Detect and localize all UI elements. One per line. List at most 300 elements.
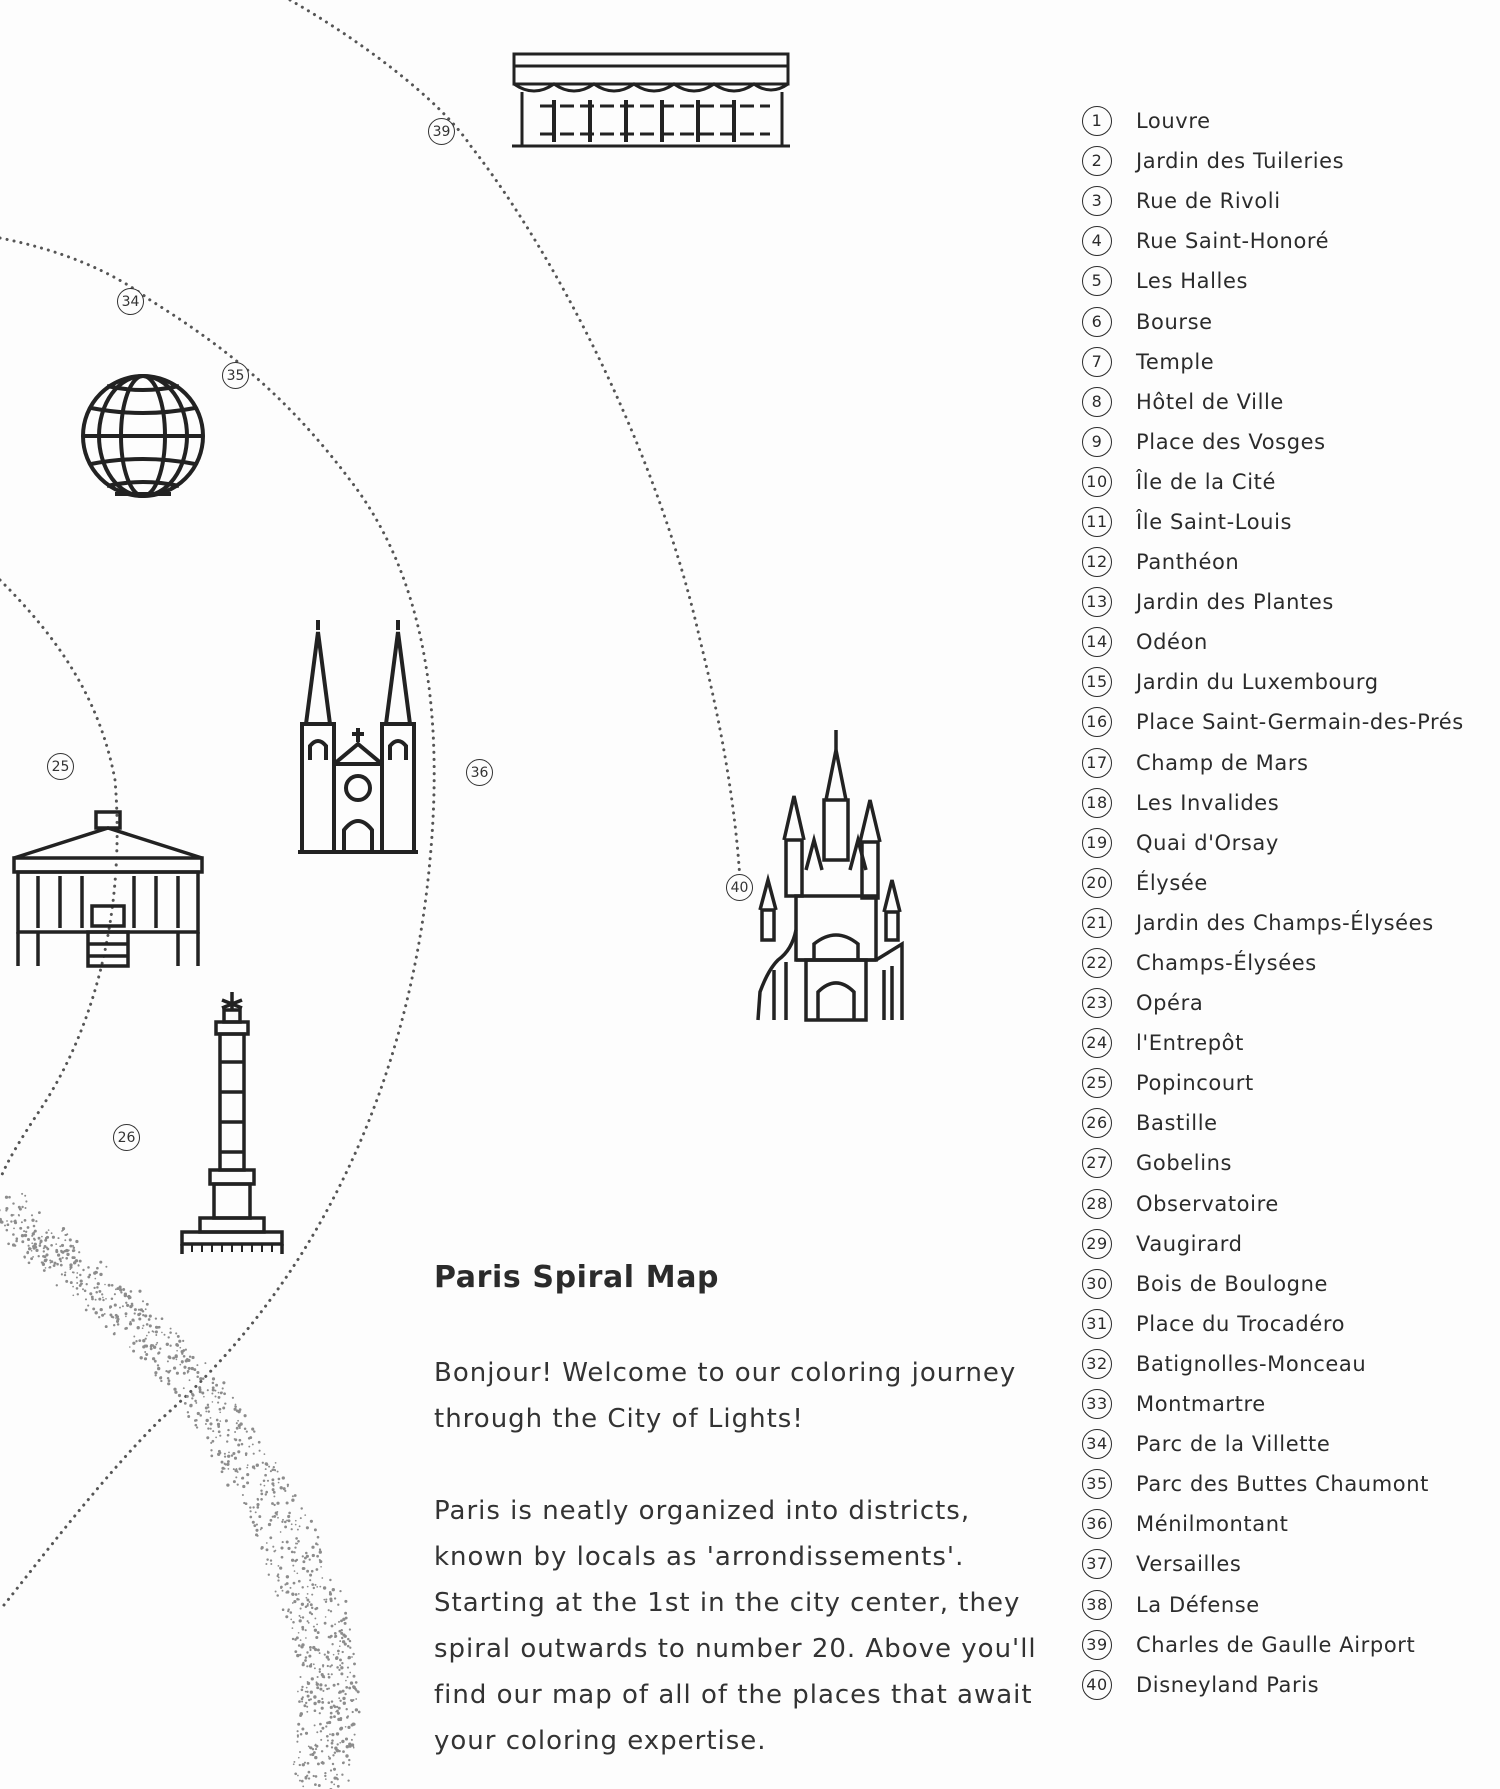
river-stipple-dot — [224, 1455, 226, 1457]
legend-item-34[interactable] — [1082, 1424, 1464, 1464]
river-stipple-dot — [217, 1402, 219, 1404]
river-stipple-dot — [194, 1400, 197, 1403]
river-stipple-dot — [152, 1357, 155, 1360]
legend-item-33[interactable] — [1082, 1384, 1464, 1424]
river-stipple-dot — [299, 1751, 301, 1753]
river-stipple-dot — [142, 1339, 145, 1342]
map-marker-35[interactable]: 35 — [222, 362, 249, 389]
river-stipple-dot — [306, 1691, 308, 1693]
river-stipple-dot — [306, 1555, 309, 1558]
july-column-icon[interactable] — [180, 992, 284, 1254]
river-stipple-dot — [339, 1690, 342, 1693]
river-stipple-dot — [338, 1669, 340, 1671]
legend-item-36[interactable] — [1082, 1504, 1464, 1544]
river-stipple-dot — [295, 1593, 298, 1596]
river-stipple-dot — [314, 1629, 317, 1632]
river-stipple-dot — [328, 1609, 330, 1611]
legend-item-16[interactable] — [1082, 702, 1464, 742]
map-marker-39[interactable]: 39 — [428, 118, 455, 145]
legend-item-27[interactable] — [1082, 1143, 1464, 1183]
legend-label: Hôtel de Ville — [1136, 389, 1284, 414]
river-stipple-dot — [315, 1584, 317, 1586]
river-stipple-dot — [342, 1690, 345, 1693]
river-stipple-dot — [64, 1239, 66, 1241]
river-stipple-dot — [272, 1546, 274, 1548]
legend-number-badge: 15 — [1082, 667, 1112, 697]
map-marker-36[interactable]: 36 — [466, 759, 493, 786]
river-stipple-dot — [155, 1317, 157, 1319]
river-stipple-dot — [302, 1696, 304, 1698]
legend-number-badge: 21 — [1082, 908, 1112, 938]
river-stipple-dot — [278, 1482, 280, 1484]
legend-number-badge: 3 — [1082, 186, 1112, 216]
legend-item-11[interactable] — [1082, 502, 1464, 542]
river-stipple-dot — [85, 1309, 88, 1312]
river-stipple-dot — [310, 1691, 313, 1694]
legend-number-badge: 8 — [1082, 387, 1112, 417]
legend-number-badge: 24 — [1082, 1028, 1112, 1058]
river-stipple-dot — [291, 1559, 294, 1562]
river-stipple-dot — [308, 1699, 310, 1701]
river-stipple-dot — [25, 1231, 27, 1233]
river-stipple-dot — [65, 1257, 68, 1260]
river-stipple-dot — [346, 1708, 348, 1710]
river-stipple-dot — [233, 1480, 236, 1483]
river-stipple-dot — [296, 1543, 298, 1545]
river-stipple-dot — [142, 1327, 144, 1329]
river-stipple-dot — [298, 1593, 300, 1595]
river-stipple-dot — [331, 1746, 333, 1748]
legend-item-14[interactable] — [1082, 622, 1464, 662]
river-stipple-dot — [232, 1397, 234, 1399]
river-stipple-dot — [76, 1272, 78, 1274]
legend-item-1[interactable] — [1082, 101, 1464, 141]
river-stipple-dot — [330, 1712, 333, 1715]
river-stipple-dot — [350, 1681, 353, 1684]
river-stipple-dot — [347, 1726, 350, 1729]
river-stipple-dot — [300, 1639, 302, 1641]
legend-item-9[interactable] — [1082, 422, 1464, 462]
legend-item-12[interactable] — [1082, 542, 1464, 582]
river-stipple-dot — [306, 1599, 309, 1602]
legend-item-6[interactable] — [1082, 301, 1464, 341]
river-stipple-dot — [22, 1234, 24, 1236]
river-stipple-dot — [109, 1305, 112, 1308]
river-stipple-dot — [56, 1284, 58, 1286]
river-stipple-dot — [64, 1274, 66, 1276]
river-stipple-dot — [192, 1394, 195, 1397]
river-stipple-dot — [86, 1283, 88, 1285]
river-stipple-dot — [328, 1756, 330, 1758]
river-stipple-dot — [28, 1245, 30, 1247]
river-stipple-dot — [226, 1463, 229, 1466]
river-stipple-dot — [282, 1608, 285, 1611]
river-stipple-dot — [234, 1405, 236, 1407]
river-stipple-dot — [270, 1563, 272, 1565]
river-stipple-dot — [148, 1318, 151, 1321]
legend-number-badge: 37 — [1082, 1549, 1112, 1579]
river-stipple-dot — [153, 1346, 156, 1349]
river-stipple-dot — [293, 1761, 295, 1763]
river-stipple-dot — [60, 1260, 62, 1262]
river-stipple-dot — [160, 1376, 162, 1378]
river-stipple-dot — [25, 1200, 27, 1202]
river-stipple-dot — [349, 1640, 351, 1642]
legend-item-40[interactable] — [1082, 1665, 1464, 1705]
river-stipple-dot — [206, 1436, 209, 1439]
river-stipple-dot — [264, 1474, 267, 1477]
river-stipple-dot — [297, 1691, 299, 1693]
river-stipple-dot — [337, 1604, 339, 1606]
airport-terminal-icon[interactable] — [510, 52, 792, 148]
river-stipple-dot — [235, 1476, 237, 1478]
river-stipple-dot — [64, 1234, 66, 1236]
river-stipple-dot — [210, 1417, 212, 1419]
river-stipple-dot — [339, 1645, 341, 1647]
river-stipple-dot — [322, 1690, 324, 1692]
river-stipple-dot — [212, 1388, 215, 1391]
river-stipple-dot — [296, 1572, 298, 1574]
legend-item-2[interactable] — [1082, 141, 1464, 181]
legend-item-5[interactable] — [1082, 261, 1464, 301]
river-stipple-dot — [129, 1346, 131, 1348]
legend-item-19[interactable] — [1082, 823, 1464, 863]
river-stipple-dot — [297, 1775, 299, 1777]
river-stipple-dot — [75, 1240, 78, 1243]
river-stipple-dot — [54, 1262, 57, 1265]
river-stipple-dot — [232, 1452, 235, 1455]
river-stipple-dot — [341, 1637, 343, 1639]
river-stipple-dot — [24, 1256, 26, 1258]
river-stipple-dot — [236, 1468, 238, 1470]
river-stipple-dot — [167, 1360, 169, 1362]
river-stipple-dot — [119, 1286, 122, 1289]
legend-label: Odéon — [1136, 630, 1208, 655]
legend-list — [1082, 101, 1464, 1705]
legend-item-3[interactable] — [1082, 181, 1464, 221]
river-stipple-dot — [35, 1220, 37, 1222]
legend-number-badge: 35 — [1082, 1469, 1112, 1499]
river-stipple-dot — [154, 1371, 157, 1374]
river-stipple-dot — [284, 1525, 287, 1528]
river-stipple-dot — [331, 1742, 334, 1745]
river-stipple-dot — [235, 1404, 237, 1406]
river-stipple-dot — [7, 1242, 10, 1245]
church-spires-icon[interactable] — [298, 620, 428, 856]
legend-item-25[interactable] — [1082, 1063, 1464, 1103]
legend-item-7[interactable] — [1082, 342, 1464, 382]
river-stipple-dot — [6, 1229, 9, 1232]
legend-number-badge: 22 — [1082, 948, 1112, 978]
river-stipple-dot — [342, 1634, 345, 1637]
river-stipple-dot — [140, 1356, 143, 1359]
river-stipple-dot — [300, 1645, 303, 1648]
legend-label: Les Halles — [1136, 269, 1249, 294]
river-stipple-dot — [210, 1455, 213, 1458]
river-stipple-dot — [321, 1750, 323, 1752]
river-stipple-dot — [309, 1664, 312, 1667]
river-stipple-dot — [332, 1763, 334, 1765]
river-stipple-dot — [133, 1336, 135, 1338]
legend-item-22[interactable] — [1082, 943, 1464, 983]
river-stipple-dot — [271, 1478, 274, 1481]
river-stipple-dot — [251, 1428, 254, 1431]
river-stipple-dot — [194, 1424, 196, 1426]
river-stipple-dot — [59, 1258, 62, 1261]
map-marker-26[interactable]: 26 — [113, 1124, 140, 1151]
river-stipple-dot — [296, 1559, 298, 1561]
legend-label: Champ de Mars — [1136, 750, 1309, 775]
river-stipple-dot — [304, 1659, 307, 1662]
river-stipple-dot — [252, 1443, 254, 1445]
river-stipple-dot — [57, 1253, 60, 1256]
legend-item-18[interactable] — [1082, 783, 1464, 823]
river-stipple-dot — [305, 1637, 307, 1639]
river-stipple-dot — [330, 1706, 333, 1709]
river-stipple-dot — [65, 1280, 68, 1283]
river-stipple-dot — [281, 1556, 284, 1559]
river-stipple-dot — [241, 1477, 244, 1480]
river-stipple-dot — [113, 1324, 115, 1326]
river-stipple-dot — [355, 1708, 358, 1711]
river-stipple-dot — [40, 1240, 43, 1243]
river-stipple-dot — [342, 1762, 345, 1765]
map-marker-25[interactable]: 25 — [47, 753, 74, 780]
river-stipple-dot — [30, 1248, 32, 1250]
river-stipple-dot — [21, 1206, 23, 1208]
river-stipple-dot — [309, 1646, 312, 1649]
legend-item-24[interactable] — [1082, 1023, 1464, 1063]
river-stipple-dot — [345, 1754, 348, 1757]
river-stipple-dot — [178, 1340, 181, 1343]
legend-label: Place des Vosges — [1136, 429, 1326, 454]
river-stipple-dot — [34, 1230, 37, 1233]
river-stipple-dot — [268, 1523, 271, 1526]
river-stipple-dot — [314, 1617, 316, 1619]
river-stipple-dot — [349, 1672, 351, 1674]
river-stipple-dot — [320, 1566, 322, 1568]
river-stipple-dot — [336, 1666, 339, 1669]
river-stipple-dot — [149, 1324, 152, 1327]
river-stipple-dot — [207, 1404, 209, 1406]
river-stipple-dot — [64, 1271, 66, 1273]
river-stipple-dot — [53, 1264, 56, 1267]
river-stipple-dot — [256, 1464, 259, 1467]
disney-castle-icon[interactable] — [748, 730, 912, 1020]
river-stipple-dot — [339, 1700, 341, 1702]
river-stipple-dot — [348, 1656, 351, 1659]
river-stipple-dot — [341, 1662, 343, 1664]
legend-item-37[interactable] — [1082, 1544, 1464, 1584]
river-stipple-dot — [319, 1560, 322, 1563]
river-stipple-dot — [179, 1364, 181, 1366]
river-stipple-dot — [263, 1480, 266, 1483]
river-stipple-dot — [319, 1683, 322, 1686]
river-stipple-dot — [217, 1453, 220, 1456]
river-stipple-dot — [330, 1599, 333, 1602]
river-stipple-dot — [297, 1723, 300, 1726]
legend-item-32[interactable] — [1082, 1344, 1464, 1384]
river-stipple-dot — [315, 1542, 317, 1544]
river-stipple-dot — [149, 1315, 152, 1318]
river-stipple-dot — [196, 1371, 199, 1374]
legend-item-38[interactable] — [1082, 1584, 1464, 1624]
river-stipple-dot — [150, 1347, 153, 1350]
river-stipple-dot — [338, 1653, 340, 1655]
river-stipple-dot — [320, 1739, 322, 1741]
river-stipple-dot — [33, 1247, 36, 1250]
river-stipple-dot — [328, 1721, 331, 1724]
intro-paragraph-2: Paris is neatly organized into districts, known by locals as 'arrondissements'. Starting at the 1st in the city center, they spiral outwards to number 20. Above you'll find our map of all of the places that await your coloring expertise. — [434, 1496, 1037, 1756]
river-stipple-dot — [21, 1193, 23, 1195]
river-stipple-dot — [276, 1502, 279, 1505]
river-stipple-dot — [322, 1762, 325, 1765]
river-stipple-dot — [290, 1619, 292, 1621]
circus-building-icon[interactable] — [8, 810, 208, 966]
legend-item-13[interactable] — [1082, 582, 1464, 622]
river-stipple-dot — [292, 1565, 294, 1567]
river-stipple-dot — [5, 1196, 8, 1199]
river-stipple-dot — [299, 1525, 301, 1527]
river-stipple-dot — [291, 1551, 294, 1554]
river-stipple-dot — [87, 1305, 89, 1307]
river-stipple-dot — [334, 1705, 337, 1708]
legend-item-31[interactable] — [1082, 1304, 1464, 1344]
river-stipple-dot — [183, 1355, 186, 1358]
legend-label: Place du Trocadéro — [1136, 1311, 1346, 1336]
river-stipple-dot — [307, 1681, 309, 1683]
legend-item-4[interactable] — [1082, 221, 1464, 261]
river-stipple-dot — [285, 1615, 288, 1618]
river-stipple-dot — [134, 1312, 136, 1314]
river-stipple-dot — [196, 1426, 198, 1428]
river-stipple-dot — [344, 1600, 347, 1603]
river-stipple-dot — [187, 1370, 190, 1373]
river-stipple-dot — [32, 1256, 34, 1258]
river-stipple-dot — [348, 1759, 350, 1761]
river-stipple-dot — [32, 1232, 35, 1235]
river-stipple-dot — [38, 1255, 40, 1257]
river-stipple-dot — [244, 1414, 247, 1417]
river-stipple-dot — [43, 1250, 45, 1252]
river-stipple-dot — [210, 1449, 212, 1451]
legend-item-21[interactable] — [1082, 903, 1464, 943]
river-stipple-dot — [264, 1485, 266, 1487]
river-stipple-dot — [351, 1739, 353, 1741]
legend-item-26[interactable] — [1082, 1103, 1464, 1143]
geode-sphere-icon[interactable] — [75, 372, 211, 500]
river-stipple-dot — [50, 1262, 52, 1264]
river-stipple-dot — [334, 1597, 336, 1599]
river-stipple-dot — [166, 1343, 169, 1346]
river-stipple-dot — [195, 1402, 197, 1404]
river-stipple-dot — [60, 1264, 63, 1267]
river-stipple-dot — [326, 1688, 328, 1690]
legend-label: Opéra — [1136, 991, 1204, 1016]
river-stipple-dot — [140, 1308, 143, 1311]
river-stipple-dot — [50, 1244, 53, 1247]
river-stipple-dot — [327, 1673, 329, 1675]
legend-item-10[interactable] — [1082, 462, 1464, 502]
river-stipple-dot — [264, 1453, 266, 1455]
legend-item-39[interactable] — [1082, 1625, 1464, 1665]
river-stipple-dot — [215, 1396, 217, 1398]
legend-item-17[interactable] — [1082, 743, 1464, 783]
legend-item-29[interactable] — [1082, 1224, 1464, 1264]
river-stipple-dot — [347, 1779, 349, 1781]
map-marker-34[interactable]: 34 — [117, 288, 144, 315]
river-stipple-dot — [167, 1382, 170, 1385]
river-stipple-dot — [274, 1469, 276, 1471]
legend-item-23[interactable] — [1082, 983, 1464, 1023]
river-stipple-dot — [219, 1408, 222, 1411]
river-stipple-dot — [345, 1680, 347, 1682]
river-stipple-dot — [175, 1354, 178, 1357]
river-stipple-dot — [305, 1691, 307, 1693]
river-stipple-dot — [92, 1307, 95, 1310]
river-stipple-dot — [224, 1463, 226, 1465]
river-stipple-dot — [102, 1297, 104, 1299]
river-stipple-dot — [212, 1382, 215, 1385]
legend-label: Élysée — [1136, 870, 1208, 895]
river-stipple-dot — [215, 1384, 218, 1387]
river-stipple-dot — [266, 1463, 269, 1466]
legend-item-35[interactable] — [1082, 1464, 1464, 1504]
river-stipple-dot — [292, 1627, 294, 1629]
legend-item-28[interactable] — [1082, 1184, 1464, 1224]
river-stipple-dot — [353, 1675, 356, 1678]
river-stipple-dot — [12, 1243, 15, 1246]
legend-label: Ménilmontant — [1136, 1512, 1289, 1537]
river-stipple-dot — [347, 1638, 350, 1641]
legend-item-30[interactable] — [1082, 1264, 1464, 1304]
river-stipple-dot — [210, 1428, 212, 1430]
river-stipple-dot — [347, 1676, 349, 1678]
river-stipple-dot — [314, 1667, 316, 1669]
legend-number-badge: 11 — [1082, 507, 1112, 537]
legend-item-15[interactable] — [1082, 662, 1464, 702]
river-stipple-dot — [349, 1647, 351, 1649]
legend-item-20[interactable] — [1082, 863, 1464, 903]
river-stipple-dot — [314, 1756, 317, 1759]
river-stipple-dot — [324, 1654, 326, 1656]
legend-label: La Défense — [1136, 1592, 1260, 1617]
river-stipple-dot — [291, 1528, 293, 1530]
river-stipple-dot — [340, 1672, 343, 1675]
river-stipple-dot — [316, 1586, 318, 1588]
map-marker-40[interactable]: 40 — [726, 874, 753, 901]
river-stipple-dot — [273, 1495, 275, 1497]
legend-item-8[interactable] — [1082, 382, 1464, 422]
river-stipple-dot — [104, 1313, 106, 1315]
river-stipple-dot — [328, 1757, 331, 1760]
river-stipple-dot — [280, 1531, 282, 1533]
river-stipple-dot — [319, 1712, 321, 1714]
legend-number-badge: 16 — [1082, 707, 1112, 737]
river-stipple-dot — [125, 1316, 127, 1318]
river-stipple-dot — [296, 1598, 299, 1601]
river-stipple-dot — [332, 1754, 334, 1756]
river-stipple-dot — [161, 1317, 164, 1320]
river-stipple-dot — [302, 1763, 305, 1766]
river-stipple-dot — [101, 1293, 103, 1295]
river-stipple-dot — [311, 1594, 313, 1596]
river-stipple-dot — [292, 1495, 294, 1497]
river-stipple-dot — [306, 1711, 308, 1713]
river-stipple-dot — [159, 1348, 161, 1350]
river-stipple-dot — [137, 1326, 140, 1329]
river-stipple-dot — [327, 1658, 330, 1661]
